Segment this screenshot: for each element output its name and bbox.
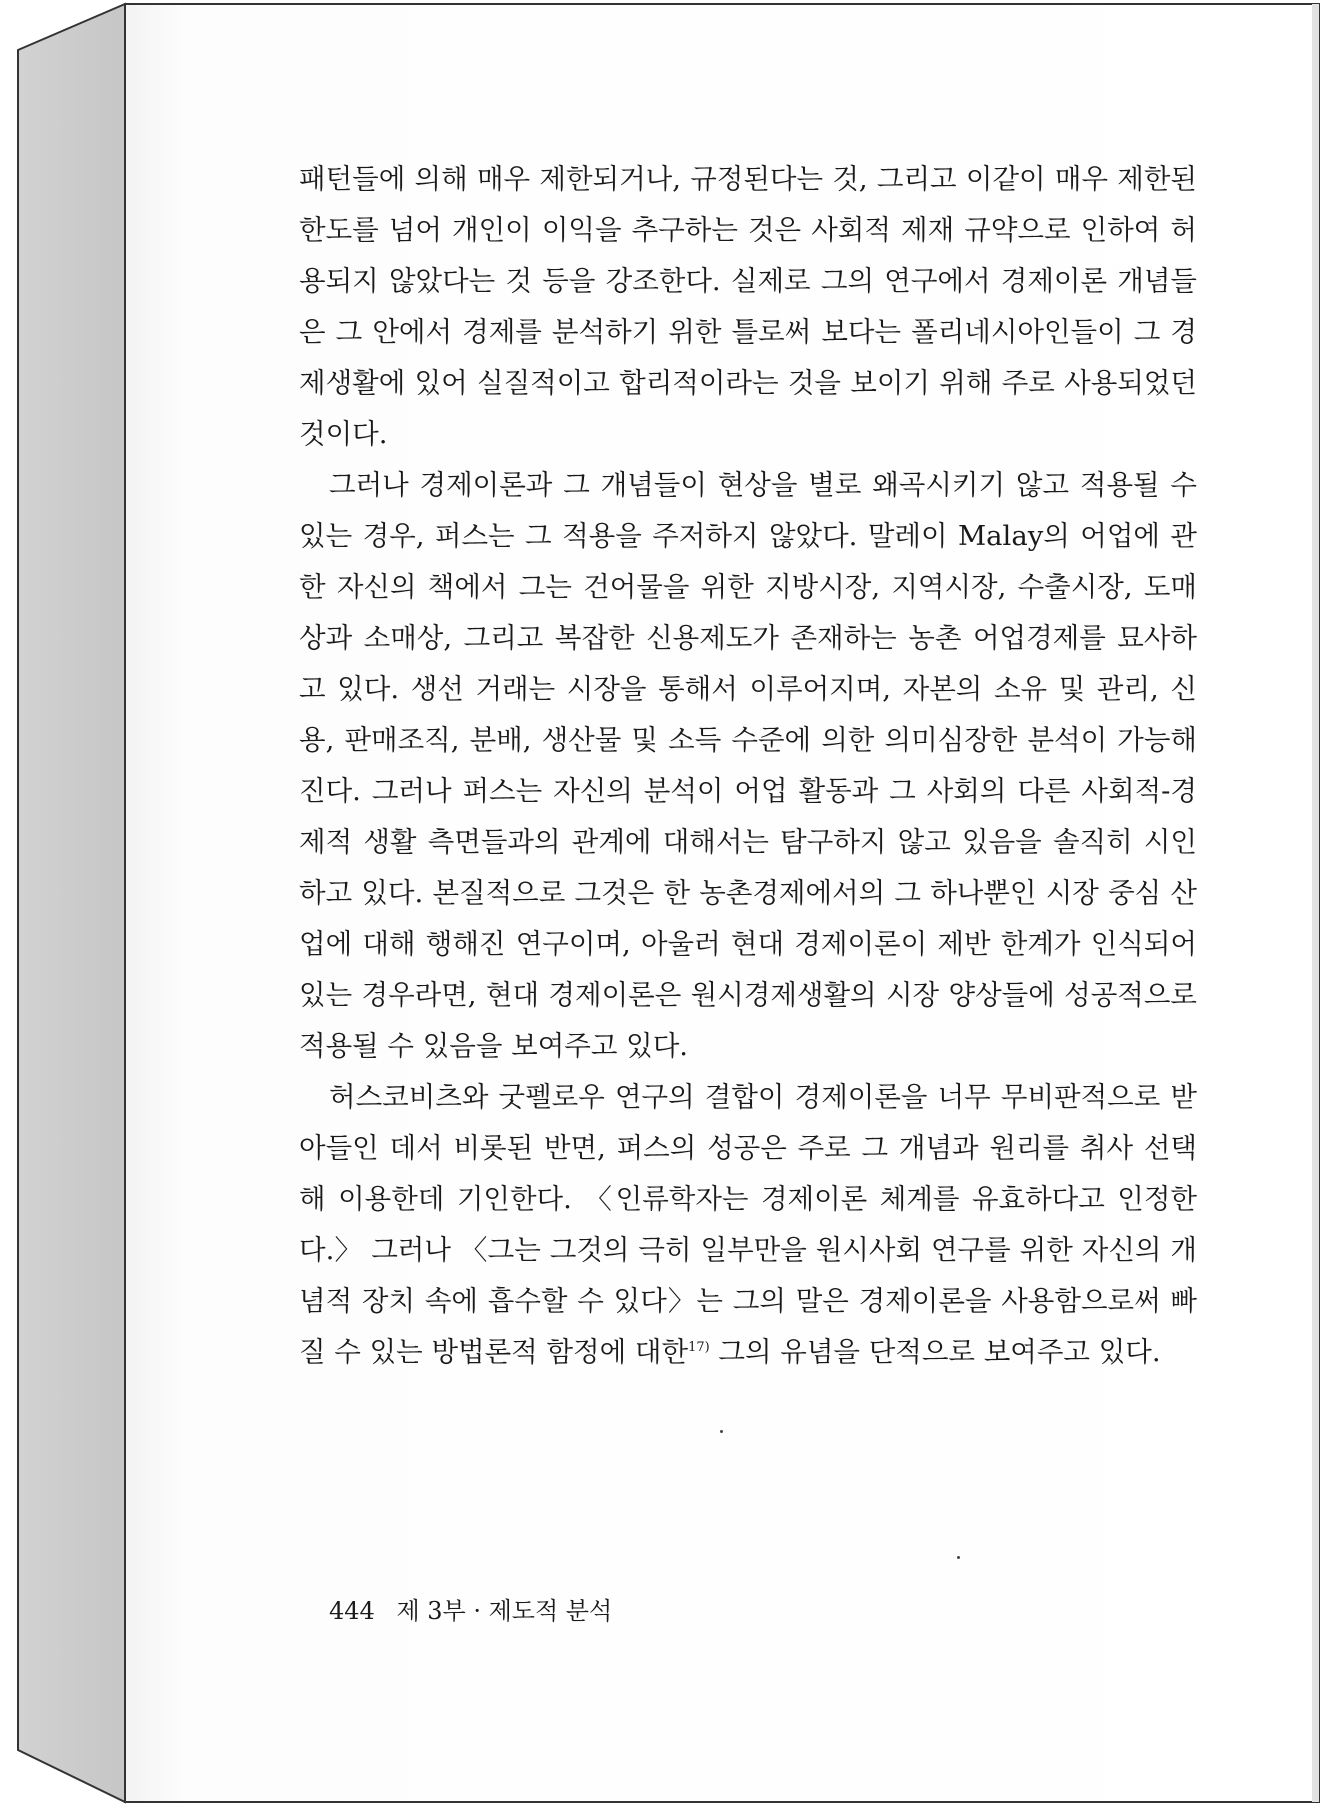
paragraph-3-text: 허스코비츠와 굿펠로우 연구의 결합이 경제이론을 너무 무비판적으로 받아들인 데서 비롯된 반면, 퍼스의 성공은 주로 그 개념과 원리를 취사 선택해 이용한데 기인한다. 〈인류학자는 경제이론 체계를 유효하다고 인정한다.〉 그러나 〈그는 그것의 극히 일부만을 원시사회 연구를 위한 자신의 개념적 장치 속에 흡수할 수 있다〉는 그의 말은 경제이론을 사용함으로써 빠질 수 있는 방법론적 함정에 대한 <box>299 1081 1197 1368</box>
paragraph-3 <box>299 1072 1197 1378</box>
paragraph-3-text-end: 그의 유념을 단적으로 보여주고 있다. <box>709 1336 1161 1368</box>
paragraph-1: 패턴들에 의해 매우 제한되거나, 규정된다는 것, 그리고 이같이 매우 제한된 한도를 넘어 개인이 이익을 추구하는 것은 사회적 제재 규약으로 인하여 허용되지 않았다는 것 등을 강조한다. 실제로 그의 연구에서 경제이론 개념들은 그 안에서 경제를 분석하기 위한 틀로써 보다는 폴리네시아인들이 그 경제생활에 있어 실질적이고 합리적이라는 것을 보이기 위해 주로 사용되었던 것이다. <box>299 163 1197 450</box>
paragraph-2: 그러나 경제이론과 그 개념들이 현상을 별로 왜곡시키기 않고 적용될 수 있는 경우, 퍼스는 그 적용을 주저하지 않았다. 말레이 Malay의 어업에 관한 자신의 책에서 그는 건어물을 위한 지방시장, 지역시장, 수출시장, 도매상과 소매상, 그리고 복잡한 신용제도가 존재하는 농촌 어업경제를 묘사하고 있다. 생선 거래는 시장을 통해서 이루어지며, 자본의 소유 및 관리, 신용, 판매조직, 분배, 생산물 및 소득 수준에 의한 의미심장한 분석이 가능해 진다. 그러나 퍼스는 자신의 분석이 어업 활동과 그 사회의 다른 사회적-경제적 생활 측면들과의 관계에 대해서는 탐구하지 않고 있음을 솔직히 시인하고 있다. 본질적으로 그것은 한 농촌경제에서의 그 하나뿐인 시장 중심 산업에 대해 행해진 연구이며, 아울러 현대 경제이론이 제반 한계가 인식되어 있는 경우라면, 현대 경제이론은 원시경제생활의 시장 양상들에 성공적으로 적용될 수 있음을 보여주고 있다. <box>299 469 1197 1062</box>
scan-speck <box>720 1430 723 1433</box>
page-number: 444 <box>329 1597 375 1625</box>
body-text <box>299 154 1197 1378</box>
page-footer <box>329 1591 612 1626</box>
scan-speck <box>957 1556 960 1559</box>
footnote-reference: 17) <box>688 1339 710 1355</box>
section-title: 제 3부 · 제도적 분석 <box>396 1597 613 1625</box>
